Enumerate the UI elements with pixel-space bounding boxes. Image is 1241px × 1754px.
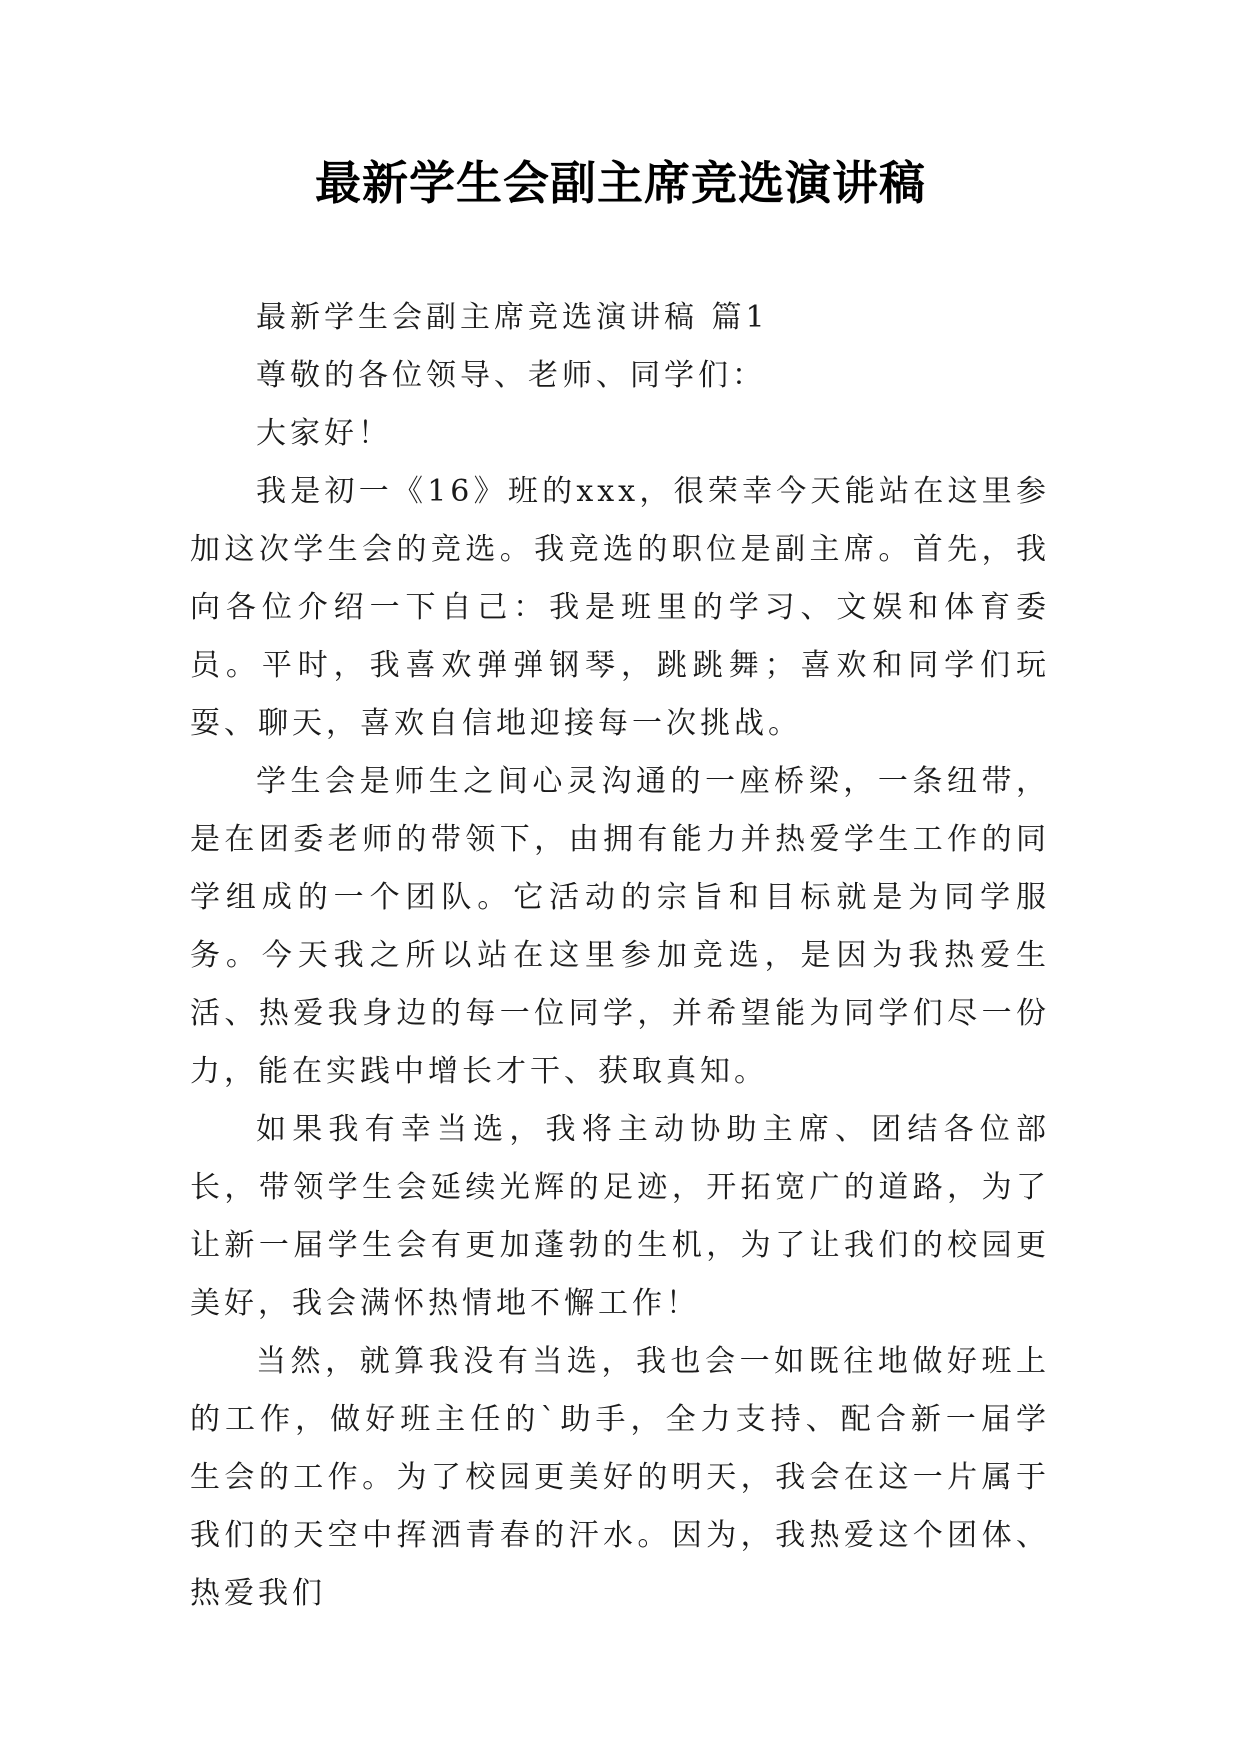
paragraph-student-union: 学生会是师生之间心灵沟通的一座桥梁，一条纽带，是在团委老师的带领下，由拥有能力并热爱学生工作的同学组成的一个团队。它活动的宗旨和目标就是为同学服务。今天我之所以站在这里参加竞选，是因为我热爱生活、热爱我身边的每一位同学，并希望能为同学们尽一份力，能在实践中增长才干、获取真知。 <box>190 764 1050 1089</box>
paragraph-if-not-elected: 当然，就算我没有当选，我也会一如既往地做好班上的工作，做好班主任的`助手，全力支持、配合新一届学生会的工作。为了校园更美好的明天，我会在这一片属于我们的天空中挥洒青春的汗水。因为，我热爱这个团体、热爱我们 <box>190 1344 1050 1611</box>
paragraph-self-introduction: 我是初一《16》班的xxx，很荣幸今天能站在这里参加这次学生会的竞选。我竞选的职位是副主席。首先，我向各位介绍一下自己：我是班里的学习、文娱和体育委员。平时，我喜欢弹弹钢琴，跳跳舞；喜欢和同学们玩耍、聊天，喜欢自信地迎接每一次挑战。 <box>190 474 1050 741</box>
section-heading: 最新学生会副主席竞选演讲稿 篇1 <box>256 300 769 335</box>
salutation: 尊敬的各位领导、老师、同学们： <box>256 358 766 393</box>
document-body <box>190 289 1050 1623</box>
paragraph-if-elected: 如果我有幸当选，我将主动协助主席、团结各位部长，带领学生会延续光辉的足迹，开拓宽广的道路，为了让新一届学生会有更加蓬勃的生机，为了让我们的校园更美好，我会满怀热情地不懈工作！ <box>190 1112 1050 1321</box>
greeting: 大家好！ <box>256 416 392 451</box>
document-title: 最新学生会副主席竞选演讲稿 <box>315 156 926 210</box>
